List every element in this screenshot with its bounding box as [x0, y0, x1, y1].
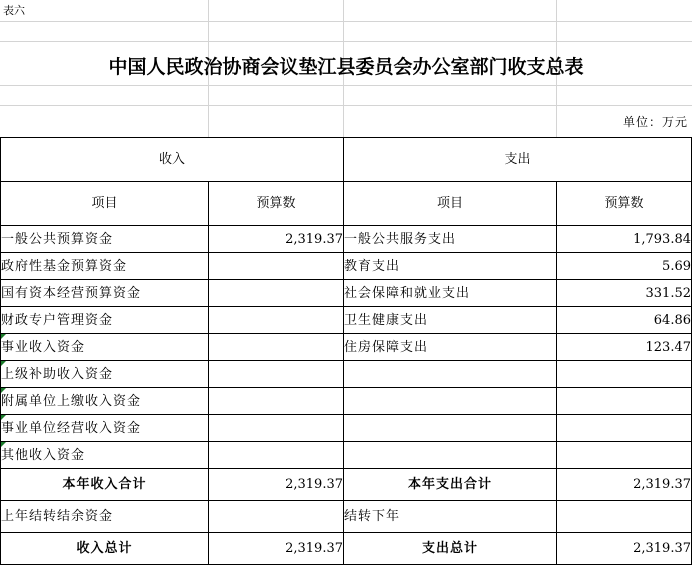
income-item: 财政专户管理资金	[1, 307, 209, 334]
table-row	[1, 226, 692, 253]
table-row	[1, 361, 692, 388]
gridline	[0, 41, 692, 42]
expense-value: 1,793.84	[557, 226, 692, 253]
table-row	[1, 442, 692, 469]
income-value	[209, 280, 344, 307]
income-header: 收入	[1, 138, 344, 182]
expense-item: 教育支出	[344, 253, 557, 280]
expense-item: 卫生健康支出	[344, 307, 557, 334]
page-title: 中国人民政治协商会议垫江县委员会办公室部门收支总表	[108, 56, 584, 78]
expense-item	[344, 415, 557, 442]
income-item: 上级补助收入资金	[1, 361, 209, 388]
income-item: 政府性基金预算资金	[1, 253, 209, 280]
income-item: 附属单位上缴收入资金	[1, 388, 209, 415]
income-item-header: 项目	[1, 182, 209, 226]
income-year-total-label: 本年收入合计	[1, 469, 209, 501]
expense-value: 123.47	[557, 334, 692, 361]
income-carryover-label: 上年结转结余资金	[1, 501, 209, 533]
grand-total-row	[1, 533, 692, 565]
expense-carryover-value	[557, 501, 692, 533]
table-row	[1, 415, 692, 442]
expense-value: 5.69	[557, 253, 692, 280]
income-item: 其他收入资金	[1, 442, 209, 469]
income-value: 2,319.37	[209, 226, 344, 253]
income-grand-total-value: 2,319.37	[209, 533, 344, 565]
column-header-row	[1, 182, 692, 226]
expense-grand-total-label: 支出总计	[344, 533, 557, 565]
income-year-total-value: 2,319.37	[209, 469, 344, 501]
carryover-row	[1, 501, 692, 533]
income-item: 国有资本经营预算资金	[1, 280, 209, 307]
income-item: 事业收入资金	[1, 334, 209, 361]
gridline	[0, 21, 692, 22]
sheet-label: 表六	[3, 4, 25, 17]
expense-value: 331.52	[557, 280, 692, 307]
income-grand-total-label: 收入总计	[1, 533, 209, 565]
expense-budget-header: 预算数	[557, 182, 692, 226]
expense-item	[344, 388, 557, 415]
unit-label: 单位：万元	[622, 115, 688, 129]
expense-value	[557, 442, 692, 469]
expense-value: 64.86	[557, 307, 692, 334]
expense-year-total-label: 本年支出合计	[344, 469, 557, 501]
expense-item-header: 项目	[344, 182, 557, 226]
income-value	[209, 388, 344, 415]
expense-carryover-label: 结转下年	[344, 501, 557, 533]
income-value	[209, 361, 344, 388]
gridline	[0, 105, 692, 106]
expense-item	[344, 442, 557, 469]
income-value	[209, 307, 344, 334]
table-row	[1, 307, 692, 334]
table-row	[1, 334, 692, 361]
budget-table	[0, 137, 692, 565]
income-value	[209, 334, 344, 361]
expense-grand-total-value: 2,319.37	[557, 533, 692, 565]
expense-value	[557, 388, 692, 415]
expense-item: 住房保障支出	[344, 334, 557, 361]
table-row	[1, 280, 692, 307]
income-carryover-value	[209, 501, 344, 533]
income-item: 一般公共预算资金	[1, 226, 209, 253]
table-row	[1, 253, 692, 280]
table-row	[1, 388, 692, 415]
section-header-row	[1, 138, 692, 182]
expense-item	[344, 361, 557, 388]
expense-header: 支出	[344, 138, 692, 182]
expense-value	[557, 415, 692, 442]
income-value	[209, 442, 344, 469]
expense-value	[557, 361, 692, 388]
year-total-row	[1, 469, 692, 501]
expense-item: 社会保障和就业支出	[344, 280, 557, 307]
income-value	[209, 253, 344, 280]
expense-year-total-value: 2,319.37	[557, 469, 692, 501]
gridline	[0, 85, 692, 86]
income-item: 事业单位经营收入资金	[1, 415, 209, 442]
income-budget-header: 预算数	[209, 182, 344, 226]
income-value	[209, 415, 344, 442]
expense-item: 一般公共服务支出	[344, 226, 557, 253]
